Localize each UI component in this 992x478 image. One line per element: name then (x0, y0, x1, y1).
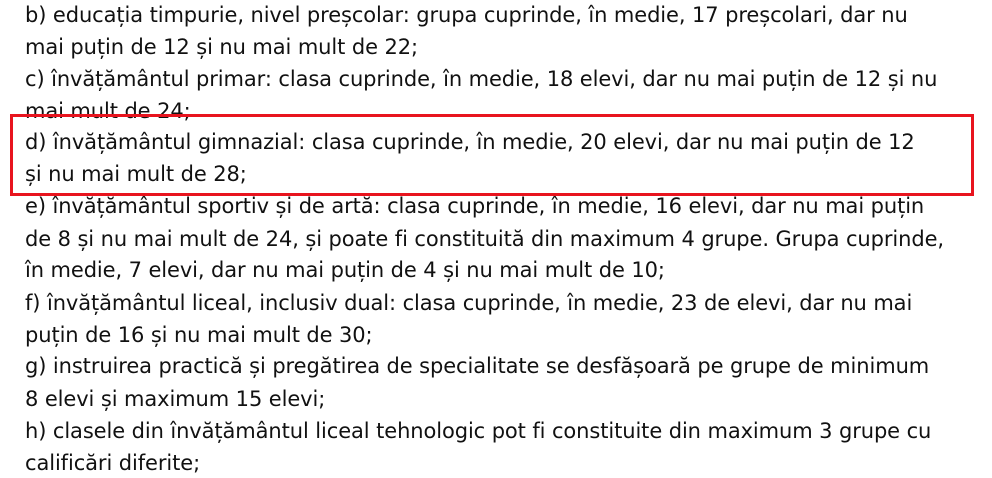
item-d-line-1: d) învățământul gimnazial: clasa cuprinde, în medie, 20 elevi, dar nu mai puțin de 12 (25, 130, 915, 154)
item-e-line-1: e) învățământul sportiv și de artă: clasa cuprinde, în medie, 16 elevi, dar nu mai puțin (25, 194, 925, 218)
item-e-line-3: în medie, 7 elevi, dar nu mai puțin de 4 și nu mai mult de 10; (25, 258, 665, 282)
item-c-line-2: mai mult de 24; (25, 99, 191, 123)
item-g-line-2: 8 elevi și maximum 15 elevi; (25, 387, 326, 411)
item-g-line-1: g) instruirea practică și pregătirea de specialitate se desfășoară pe grupe de minimum (25, 354, 930, 378)
item-d-line-2: și nu mai mult de 28; (25, 162, 247, 186)
item-b-line-1: b) educația timpurie, nivel preșcolar: grupa cuprinde, în medie, 17 preșcolari, dar nu (25, 3, 908, 27)
item-f-line-1: f) învățământul liceal, inclusiv dual: clasa cuprinde, în medie, 23 de elevi, dar nu mai (25, 291, 913, 315)
item-h-line-1: h) clasele din învățământul liceal tehnologic pot fi constituite din maximum 3 grupe cu (25, 419, 932, 443)
item-e-line-2: de 8 și nu mai mult de 24, și poate fi constituită din maximum 4 grupe. Grupa cuprinde, (25, 227, 944, 251)
item-b-line-2: mai puțin de 12 și nu mai mult de 22; (25, 35, 418, 59)
highlight-box (10, 114, 974, 196)
item-c-line-1: c) învățământul primar: clasa cuprinde, în medie, 18 elevi, dar nu mai puțin de 12 și nu (25, 67, 938, 91)
item-h-line-2: calificări diferite; (25, 451, 201, 475)
item-f-line-2: puțin de 16 și nu mai mult de 30; (25, 323, 373, 347)
